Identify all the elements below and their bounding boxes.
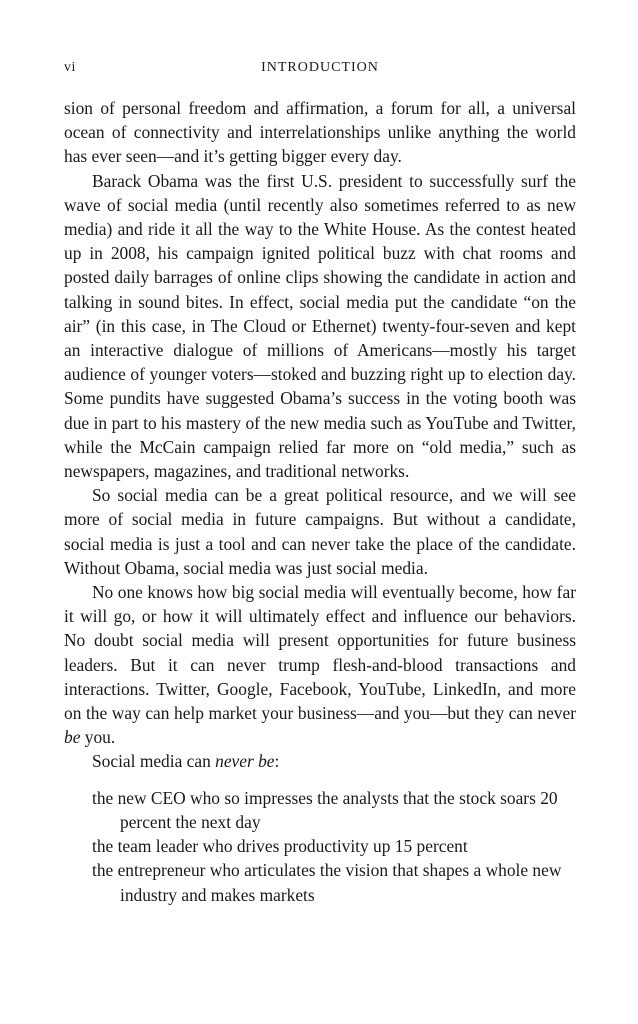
page-number: vi <box>64 60 76 75</box>
paragraph-obama-social-media: Barack Obama was the first U.S. president to successfully surf the wave of social media (until recently also sometimes referred to as new media) and ride it all the way to the White House. As the contest heated up in 2008, his campaign ignited political buzz with chat rooms and posted daily barrages of online clips showing the candidate in action and talking in sound bites. In effect, social media put the candidate “on the air” (in this case, in The Cloud or Ethernet) twenty-four-seven and kept an interactive dialogue of millions of Americans—mostly his target audience of younger voters—stoked and buzzing right up to election day. Some pundits have suggested Obama’s success in the voting booth was due in part to his mastery of the new media such as YouTube and Twitter, while the McCain campaign relied far more on “old media,” such as newspapers, magazines, and traditional networks. <box>64 170 576 482</box>
p4-text-start: No one knows how big social media will eventually become, how far it will go, or how it will ultimately effect and influence our behaviors. No doubt social media will present opportunities for future business leaders. But it can never trump flesh-and-blood transactions and interactions. Twitter, Google, Facebook, YouTube, LinkedIn, and more on the way can help market your business—and you—but they can never <box>64 582 576 724</box>
list-item: the team leader who drives productivity up 15 percent <box>92 836 468 857</box>
chapter-title: INTRODUCTION <box>261 60 379 75</box>
paragraph-continuation: sion of personal freedom and affirmation, a forum for all, a universal ocean of connectivity and interrelationships unlike anything the world has ever seen—and it’s getting bigger every day. <box>64 98 576 167</box>
list-item: the new CEO who so impresses the analysts that the stock soars 20 percent the next day <box>92 787 558 832</box>
list-item: the entrepreneur who articulates the vision that shapes a whole new industry and makes markets <box>92 860 562 905</box>
paragraph-political-resource: So social media can be a great political resource, and we will see more of social media in future campaigns. But without a candidate, social media is just a tool and can never take the place of the candidate. Without Obama, social media was just social media. <box>64 485 576 578</box>
p5-emphasis: never be <box>215 751 275 772</box>
p5-text-end: : <box>274 751 280 772</box>
paragraph-list-intro <box>64 749 576 773</box>
body-text <box>64 96 576 907</box>
p4-emphasis: be <box>64 727 81 748</box>
p5-text-start: Social media can <box>92 751 216 772</box>
p4-text-end: you. <box>80 727 116 748</box>
paragraph-future-of-social-media <box>64 580 576 749</box>
running-head <box>64 60 576 82</box>
never-be-list <box>64 786 576 907</box>
